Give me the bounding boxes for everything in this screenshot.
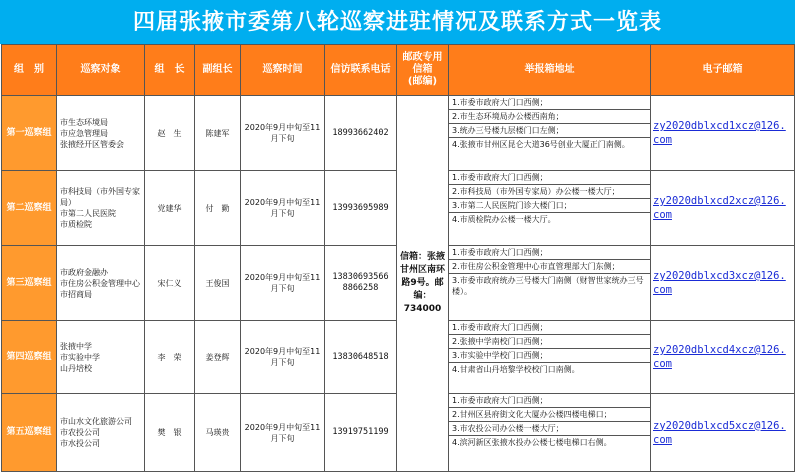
- target-item: 市科技局（市外国专家局）: [60, 187, 140, 207]
- address-cell: [449, 321, 651, 394]
- target-item: 市生态环境局: [60, 117, 108, 127]
- leader-cell: 樊 银: [145, 394, 195, 472]
- header-mailbox-line3: (邮编): [407, 76, 438, 87]
- email-cell: [651, 321, 795, 394]
- target-item: 山丹培校: [60, 363, 92, 373]
- header-row: [2, 45, 795, 96]
- address-line: 4.甘肃省山丹培黎学校校门口南侧。: [452, 365, 580, 374]
- header-deputy: 副组长: [195, 45, 241, 96]
- address-line: 1.市委市政府大门口西侧；: [449, 246, 650, 260]
- target-cell: [57, 321, 145, 394]
- target-item: 市实验中学: [60, 352, 100, 362]
- address-line: 4.张掖市甘州区昆仑大道36号创业大厦正门南侧。: [452, 140, 630, 149]
- email-cell: [651, 96, 795, 171]
- leader-cell: 党建华: [145, 171, 195, 246]
- header-target: 巡察对象: [57, 45, 145, 96]
- email-link[interactable]: zy2020dblxcd1xcz@126.com: [653, 120, 786, 146]
- address-line: 3.市农投公司办公楼一楼大厅；: [449, 422, 650, 436]
- email-cell: [651, 171, 795, 246]
- phone-cell: 18993662402: [325, 96, 397, 171]
- address-cell: [449, 394, 651, 472]
- address-line: 4.市质检院办公楼一楼大厅。: [452, 215, 556, 224]
- target-item: 张掖经开区管委会: [60, 139, 124, 149]
- target-item: 市住房公积金管理中心: [60, 278, 140, 288]
- address-line: 2.甘州区县府街文化大厦办公楼四楼电梯口；: [449, 408, 650, 422]
- email-cell: [651, 246, 795, 321]
- group-cell: 第五巡察组: [2, 394, 57, 472]
- inspection-table: [1, 44, 795, 472]
- address-line: 3.市实验中学校门口西侧；: [449, 349, 650, 363]
- deputy-cell: 马瑛贵: [195, 394, 241, 472]
- deputy-cell: 王俊国: [195, 246, 241, 321]
- address-line: 1.市委市政府大门口西侧；: [449, 96, 650, 110]
- target-item: 市招商局: [60, 289, 92, 299]
- address-line: 1.市委市政府大门口西侧；: [449, 171, 650, 185]
- email-link[interactable]: zy2020dblxcd4xcz@126.com: [653, 344, 786, 370]
- target-item: 市水投公司: [60, 439, 100, 448]
- header-group: 组 别: [2, 45, 57, 96]
- address-line: 2.市科技局（市外国专家局）办公楼一楼大厅；: [449, 185, 650, 199]
- address-line: 3.市委市政府统办三号楼大门南侧（财智世家统办三号楼）。: [452, 276, 644, 296]
- target-cell: [57, 246, 145, 321]
- group-cell: 第三巡察组: [2, 246, 57, 321]
- time-cell: 2020年9月中旬至11月下旬: [241, 321, 325, 394]
- target-cell: [57, 96, 145, 171]
- target-item: 市应急管理局: [60, 128, 108, 138]
- target-item: 市农投公司: [60, 428, 100, 437]
- target-item: 市质检院: [60, 220, 92, 229]
- leader-cell: 李 荣: [145, 321, 195, 394]
- address-cell: [449, 96, 651, 171]
- address-line: 2.市住房公积金管理中心市直管理部大门东侧；: [449, 260, 650, 274]
- group-cell: 第二巡察组: [2, 171, 57, 246]
- time-cell: 2020年9月中旬至11月下旬: [241, 246, 325, 321]
- deputy-cell: 付 勤: [195, 171, 241, 246]
- phone-cell: 13919751199: [325, 394, 397, 472]
- header-address: 举报箱地址: [449, 45, 651, 96]
- header-leader: 组 长: [145, 45, 195, 96]
- page-title: 四届张掖市委第八轮巡察进驻情况及联系方式一览表: [0, 0, 795, 44]
- address-line: 2.市生态环境局办公楼西南角；: [449, 110, 650, 124]
- target-item: 市政府金融办: [60, 267, 108, 277]
- address-line: 2.张掖中学南校门口西侧；: [449, 335, 650, 349]
- group-cell: 第一巡察组: [2, 96, 57, 171]
- address-cell: [449, 246, 651, 321]
- phone-cell: 13830648518: [325, 321, 397, 394]
- address-line: 1.市委市政府大门口西侧；: [449, 321, 650, 335]
- target-item: 张掖中学: [60, 341, 92, 351]
- address-cell: [449, 171, 651, 246]
- email-link[interactable]: zy2020dblxcd2xcz@126.com: [653, 195, 786, 221]
- time-cell: 2020年9月中旬至11月下旬: [241, 394, 325, 472]
- email-link[interactable]: zy2020dblxcd3xcz@126.com: [653, 270, 786, 296]
- header-email: 电子邮箱: [651, 45, 795, 96]
- time-cell: 2020年9月中旬至11月下旬: [241, 96, 325, 171]
- phone-cell: 13830693566 8866258: [325, 246, 397, 321]
- header-time: 巡察时间: [241, 45, 325, 96]
- address-line: 4.滨河新区张掖水投办公楼七楼电梯口右侧。: [452, 438, 612, 447]
- address-line: 1.市委市政府大门口西侧；: [449, 394, 650, 408]
- group-cell: 第四巡察组: [2, 321, 57, 394]
- time-cell: 2020年9月中旬至11月下旬: [241, 171, 325, 246]
- header-phone: 信访联系电话: [325, 45, 397, 96]
- phone-cell: 13993695989: [325, 171, 397, 246]
- leader-cell: 赵 生: [145, 96, 195, 171]
- mailbox-cell: 信箱：张掖甘州区南环路9号。邮编：734000: [397, 96, 449, 472]
- header-mailbox: [397, 45, 449, 96]
- email-link[interactable]: zy2020dblxcd5xcz@126.com: [653, 419, 786, 446]
- target-item: 市山水文化旅游公司: [60, 417, 132, 426]
- email-cell: [651, 394, 795, 472]
- target-cell: [57, 394, 145, 472]
- deputy-cell: 陈建军: [195, 96, 241, 171]
- leader-cell: 宋仁义: [145, 246, 195, 321]
- header-mailbox-line2: 信箱: [412, 64, 433, 75]
- target-cell: [57, 171, 145, 246]
- header-mailbox-line1: 邮政专用: [402, 52, 443, 63]
- deputy-cell: 姜登辉: [195, 321, 241, 394]
- table-row: [2, 96, 795, 171]
- address-line: 3.市第二人民医院门诊大楼门口；: [449, 199, 650, 213]
- address-line: 3.统办三号楼九层楼门口左侧；: [449, 124, 650, 138]
- target-item: 市第二人民医院: [60, 209, 116, 218]
